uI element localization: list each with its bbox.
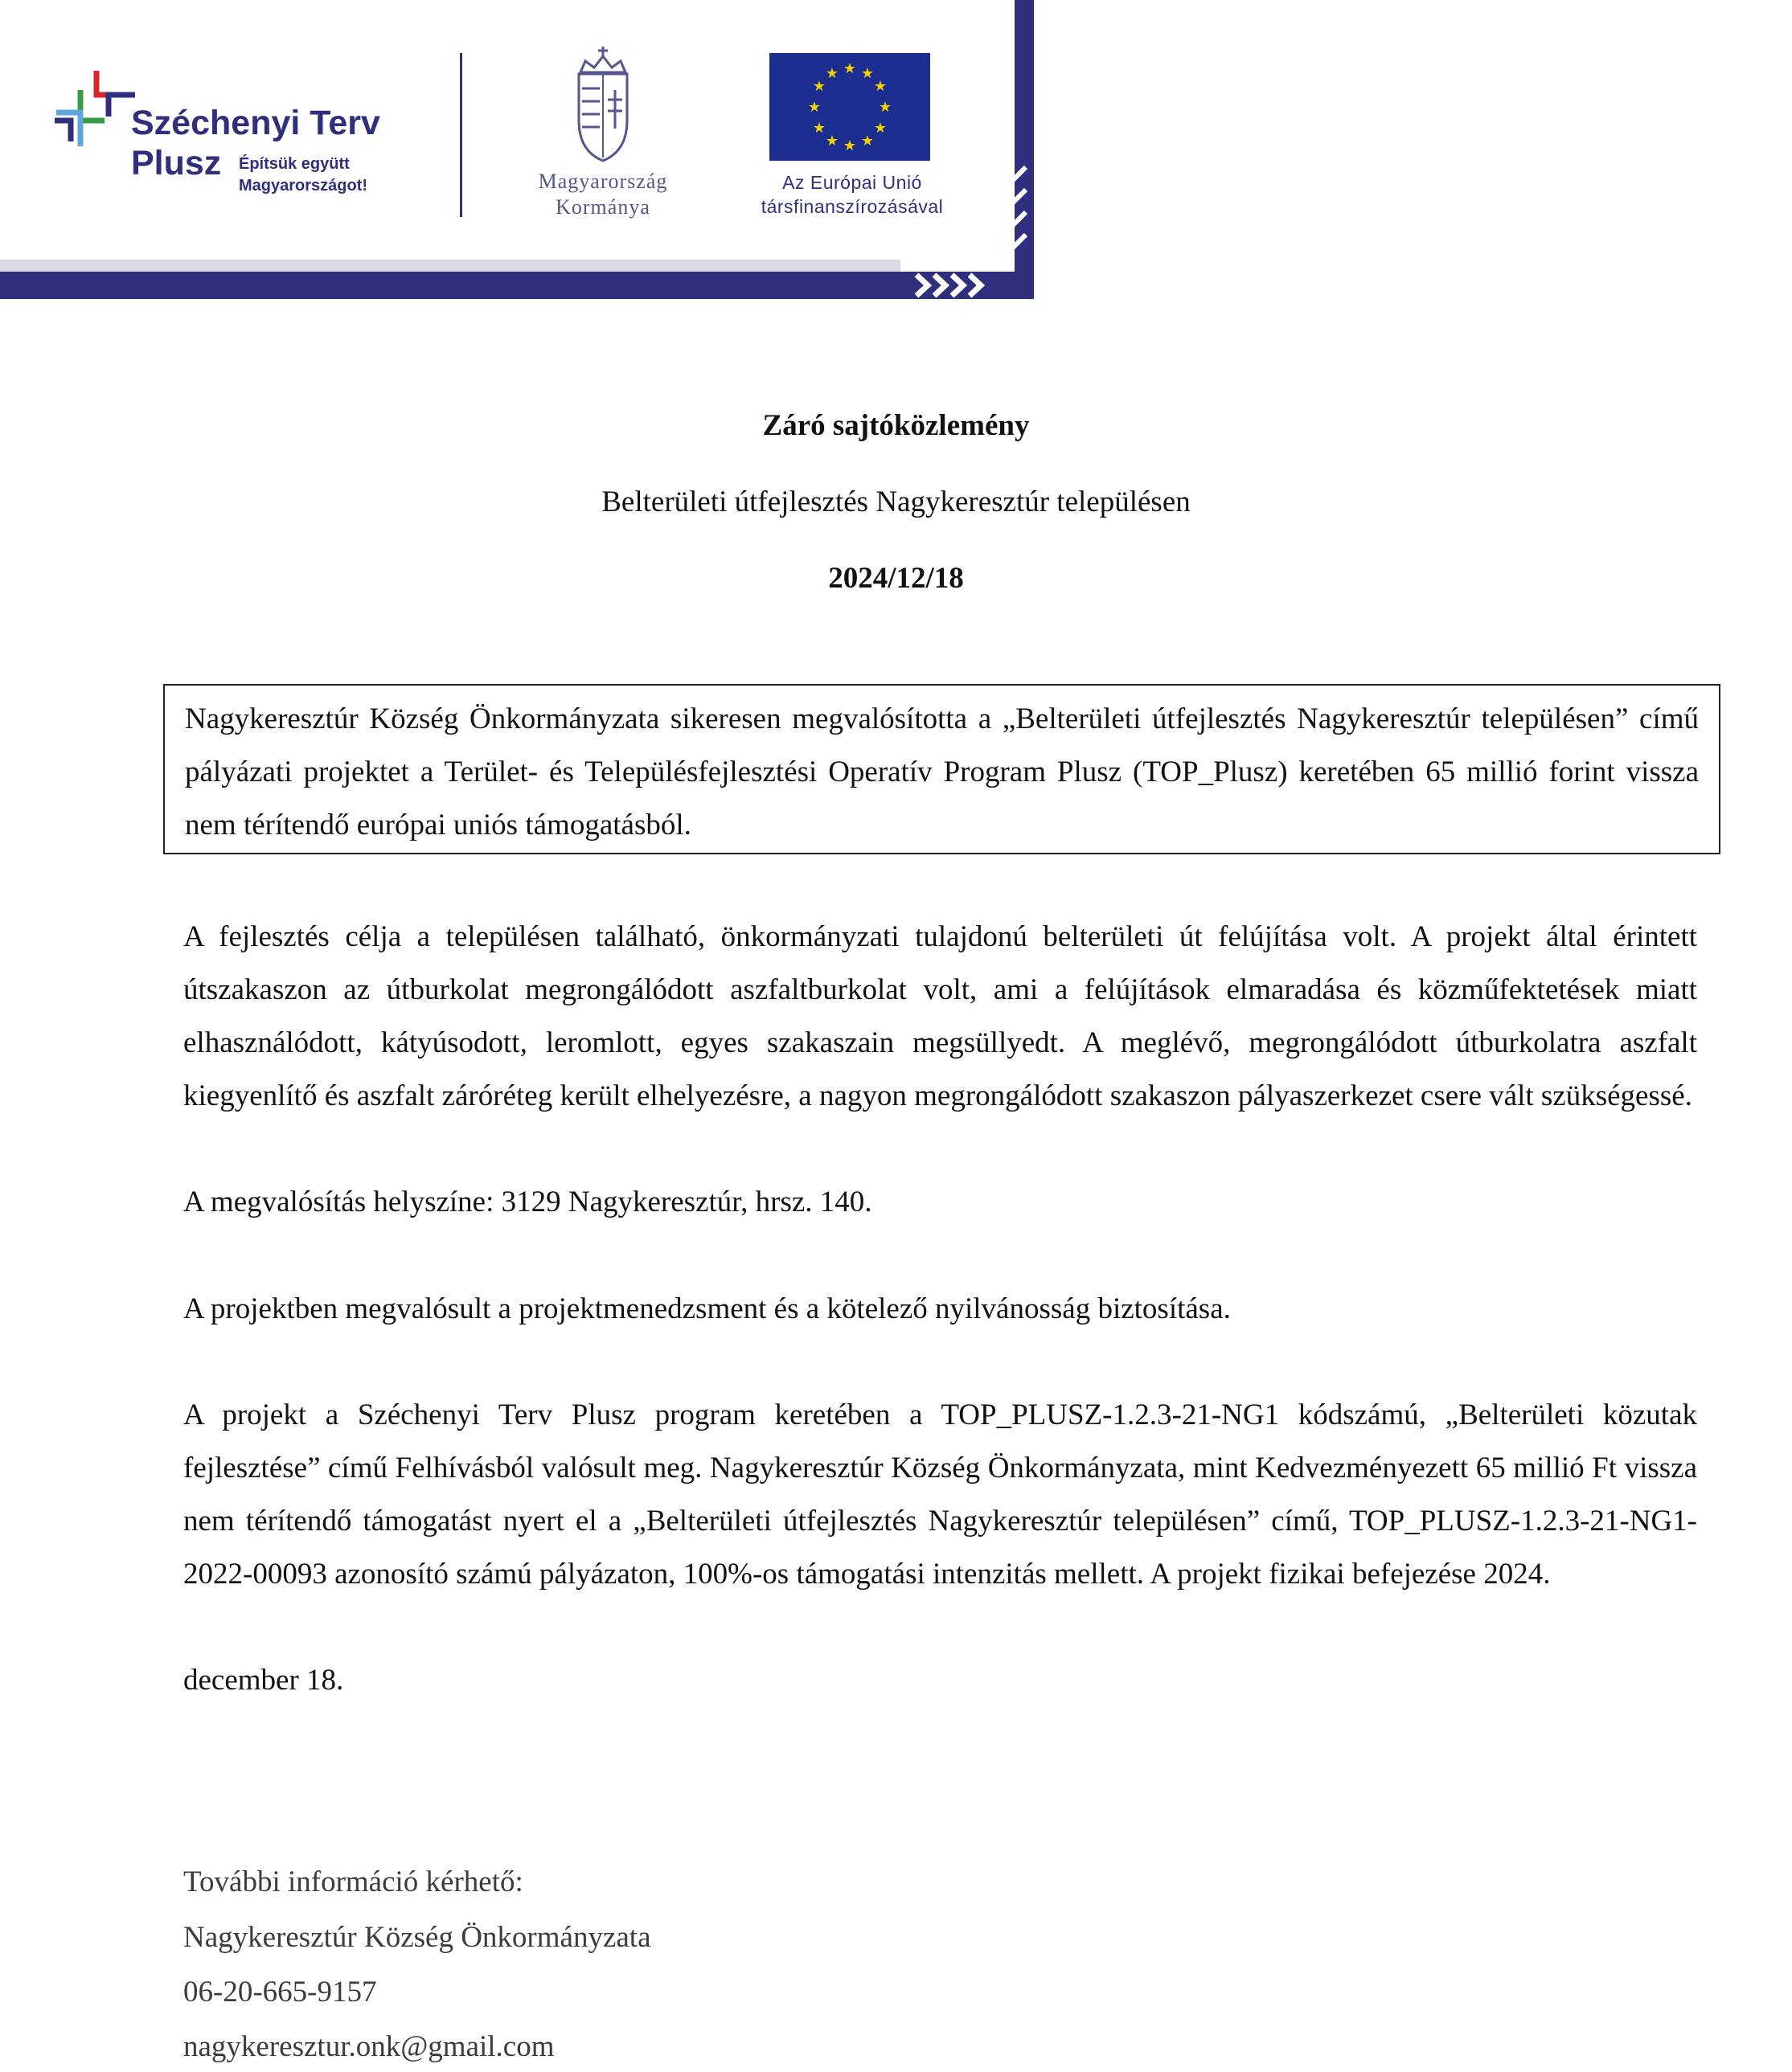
contact-phone: 06-20-665-9157 [183, 1976, 377, 2009]
eu-flag-icon [769, 53, 930, 161]
svg-text:★: ★ [873, 78, 888, 95]
coat-of-arms-icon [579, 47, 627, 161]
contact-heading: További információ kérhető: [183, 1865, 523, 1898]
document-title: Záró sajtóközlemény [762, 409, 1030, 442]
eu-label [732, 170, 973, 219]
eu-label-line2: társfinanszírozásával [761, 196, 944, 217]
paragraph-funding-end: december 18. [183, 1664, 344, 1697]
paragraph-location: A megvalósítás helyszíne: 3129 Nagykeresztúr, hrsz. 140. [183, 1185, 872, 1218]
paragraph-funding: A projekt a Széchenyi Terv Plusz program keretében a TOP_PLUSZ-1.2.3-21-NG1 kódszámú, „Belterületi közutak fejlesztése” című Felhívásból valósult meg. Nagykeresztúr Község Önkormányzata, mint Kedvezményezett 65 millió Ft vissza nem térítendő támogatást nyert el a „Belterületi útfejlesztés Nagykeresztúr településen” című, TOP_PLUSZ-1.2.3-21-NG1-2022-00093 azonosító számú pályázaton, 100%-os támogatási intenzitás mellett. A projekt fizikai befejezése 2024. [183, 1398, 1697, 1591]
brand-sub: Plusz [131, 144, 222, 182]
summary-box [163, 684, 1720, 854]
svg-text:★: ★ [812, 120, 826, 137]
contact-email: nagykeresztur.onk@gmail.com [183, 2030, 555, 2063]
paragraph-project-goal: A fejlesztés célja a településen található, önkormányzati tulajdonú belterületi út felújítása volt. A projekt által érintett útszakaszon az útburkolat megrongálódott aszfaltburkolat volt, ami a felújítások elmaradása és közműfektetések miatt elhasználódott, kátyúsodott, leromlott, egyes szakaszain megsüllyedt. A meglévő, megrongálódott útburkolatra aszfalt kiegyenlítő és aszfalt záróréteg került elhelyezésre, a nagyon megrongálódott szakaszon pályaszerkezet csere vált szükségessé. [183, 920, 1697, 1112]
eu-label-line1: Az Európai Unió [782, 172, 922, 193]
summary-text: Nagykeresztúr Község Önkormányzata sikeresen megvalósította a „Belterületi útfejlesztés Nagykeresztúr településen” című pályázati projektet a Terület- és Településfejlesztési Operatív Program Plusz (TOP_Plusz) keretében 65 millió forint vissza nem térítendő európai uniós támogatásból. [185, 702, 1699, 841]
svg-text:★: ★ [878, 99, 892, 116]
header-banner [0, 0, 1045, 299]
document-subtitle: Belterületi útfejlesztés Nagykeresztúr településen [601, 485, 1191, 518]
brand-tagline: Építsük együtt Magyarországot! [239, 155, 368, 195]
svg-text:★: ★ [812, 78, 826, 95]
paragraph-publicity: A projektben megvalósult a projektmenedzsment és a kötelező nyilvánosság biztosítása. [183, 1292, 1231, 1325]
document-date: 2024/12/18 [828, 562, 964, 595]
government-label-line1: Magyarország [538, 170, 668, 193]
banner-bottom-stripe [0, 260, 900, 272]
svg-text:★: ★ [860, 65, 875, 82]
svg-text:★: ★ [843, 137, 857, 154]
svg-text:★: ★ [843, 60, 857, 77]
svg-text:★: ★ [873, 120, 888, 137]
logo-divider [460, 53, 462, 217]
government-label-line2: Kormánya [556, 195, 650, 219]
svg-text:★: ★ [825, 133, 839, 149]
svg-text:★: ★ [860, 133, 875, 149]
svg-text:★: ★ [825, 65, 839, 82]
contact-organization: Nagykeresztúr Község Önkormányzata [183, 1921, 651, 1954]
banner-bottom-bar [0, 272, 1034, 299]
government-label [498, 169, 707, 220]
brand-name: Széchenyi Terv [131, 104, 380, 142]
szechenyi-cross-icon [55, 71, 135, 146]
svg-text:★: ★ [807, 99, 822, 116]
banner-right-bar [1015, 0, 1034, 299]
